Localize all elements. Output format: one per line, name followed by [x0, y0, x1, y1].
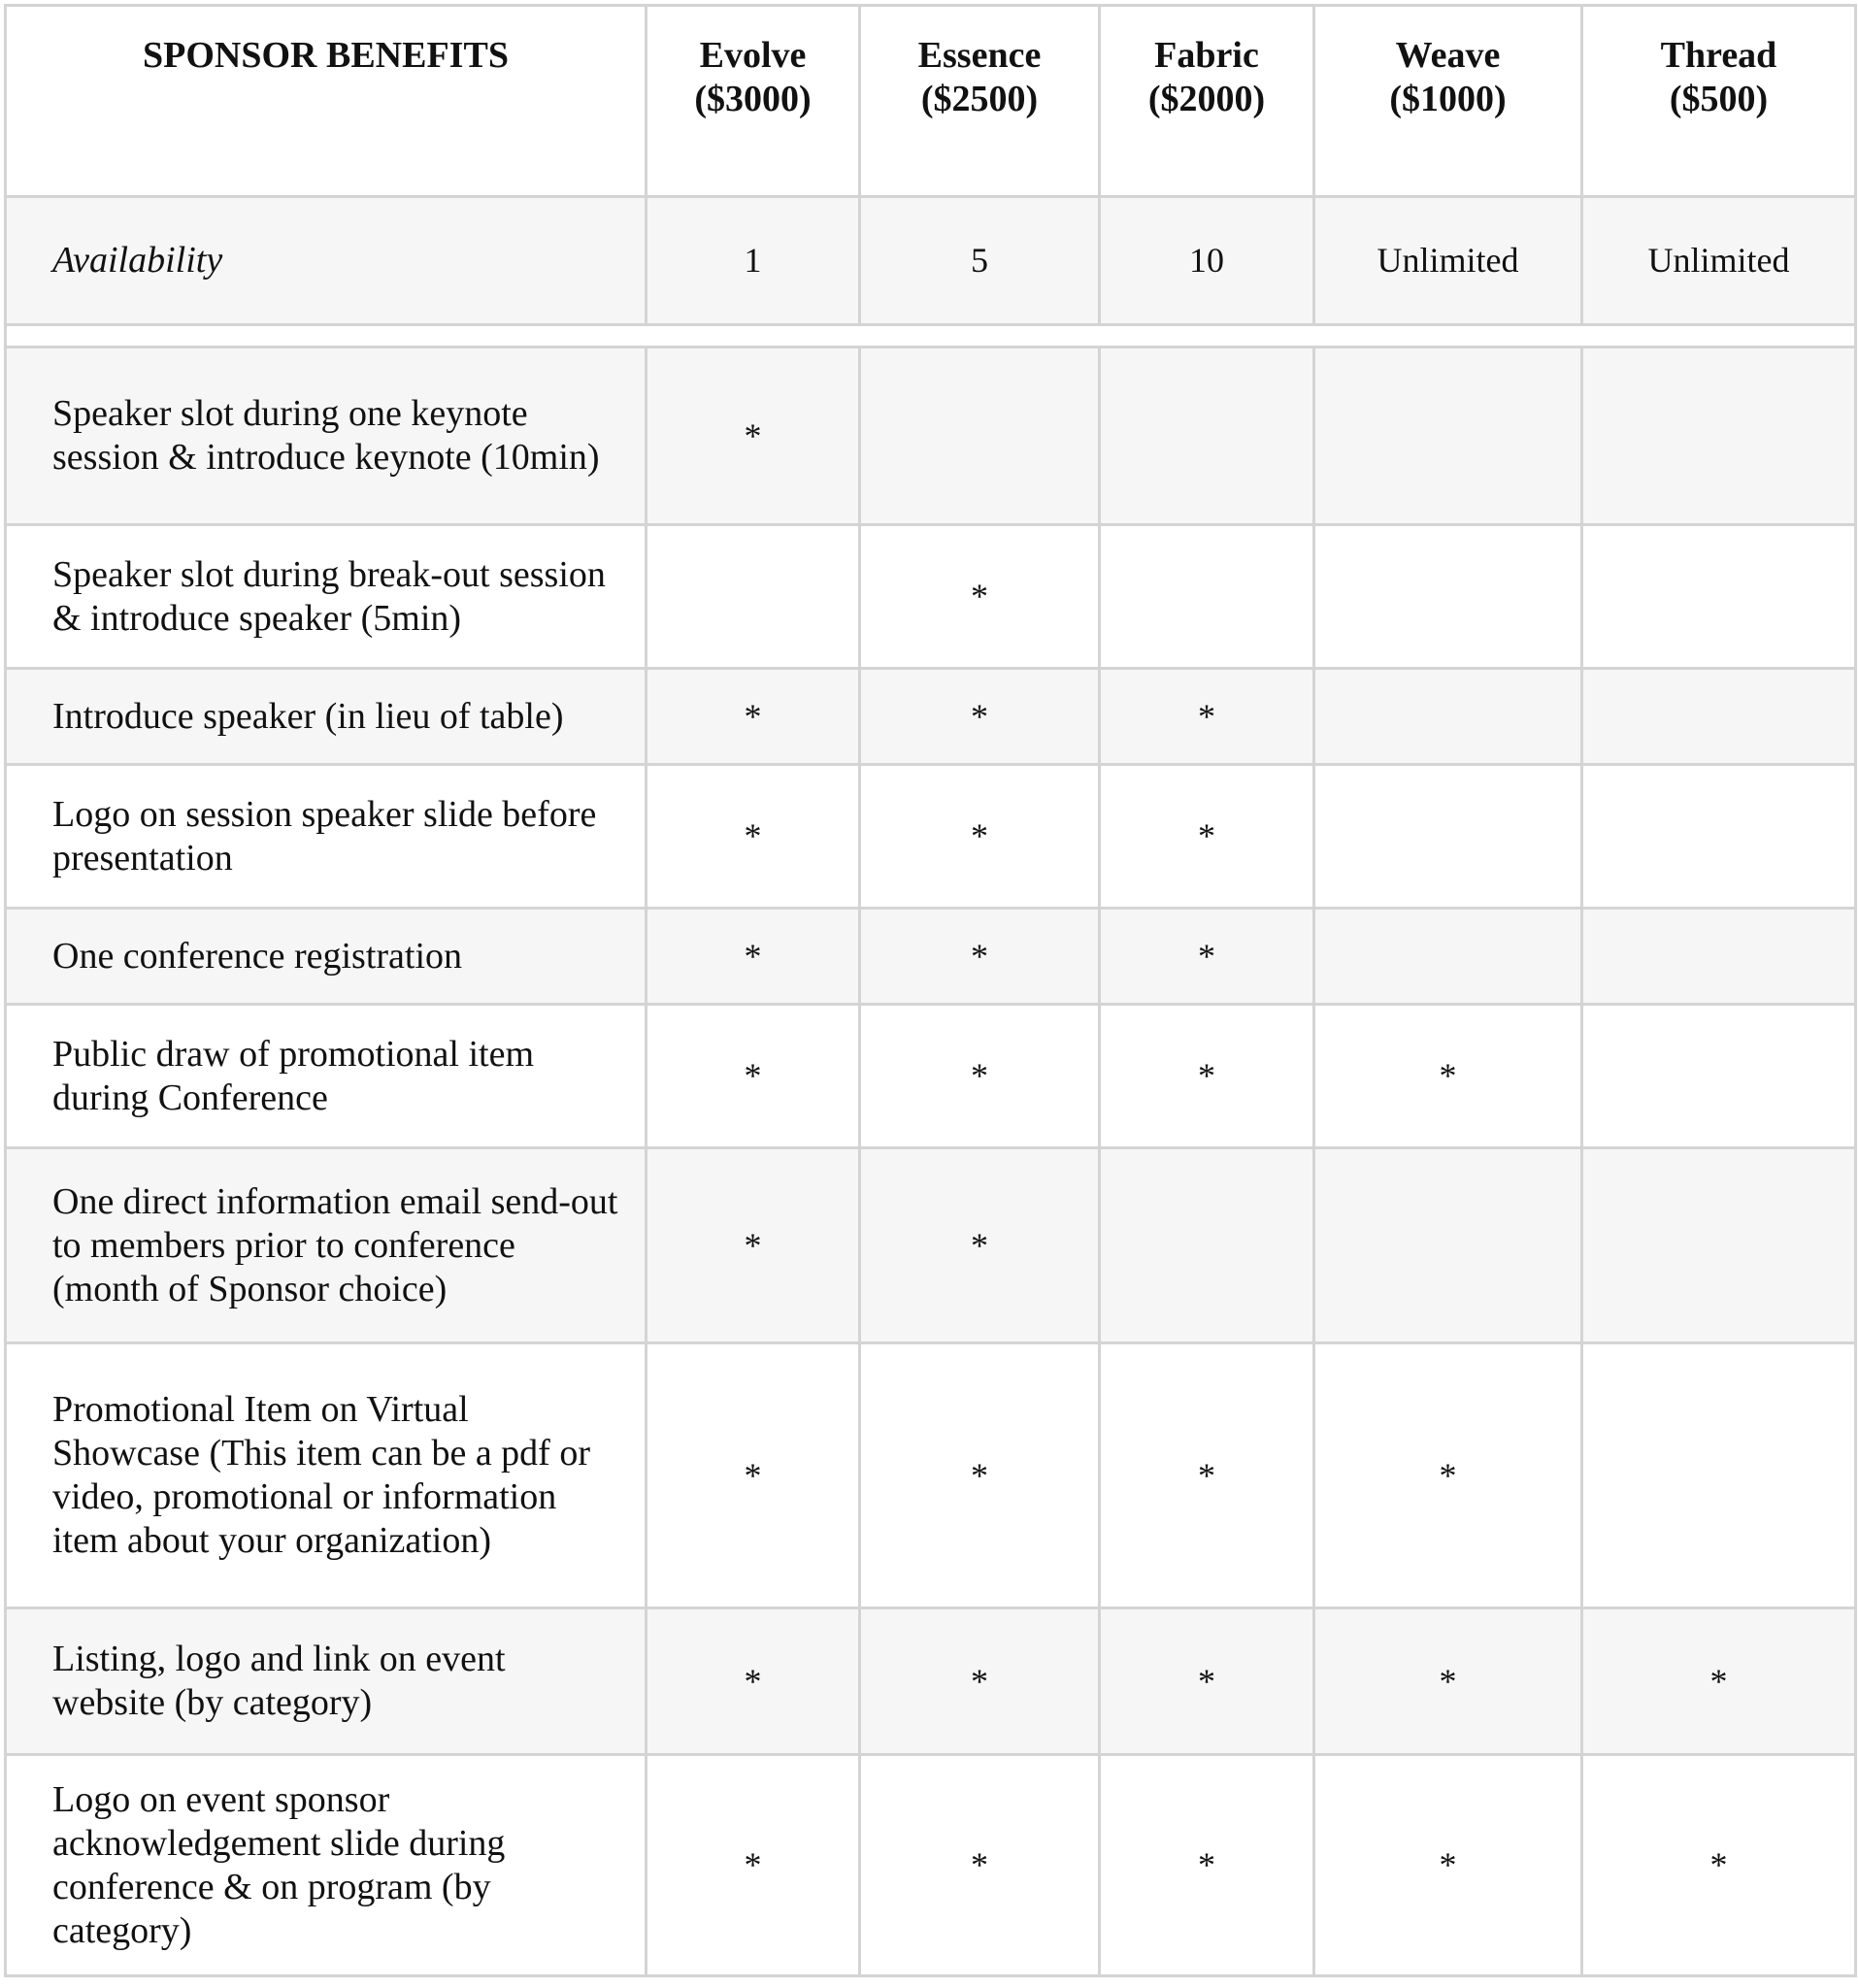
benefit-row — [6, 909, 1856, 1005]
benefit-label: Introduce speaker (in lieu of table) — [6, 669, 647, 765]
benefit-mark: * — [647, 1005, 860, 1148]
benefit-mark: * — [1582, 1608, 1856, 1755]
benefit-mark: * — [1100, 1343, 1314, 1608]
benefit-mark — [1314, 765, 1582, 909]
benefit-row — [6, 1755, 1856, 1976]
benefit-mark — [860, 348, 1100, 525]
benefit-mark: * — [647, 909, 860, 1005]
benefit-mark: * — [1314, 1005, 1582, 1148]
benefit-mark — [1582, 348, 1856, 525]
availability-value: Unlimited — [1582, 197, 1856, 325]
benefit-mark — [1582, 669, 1856, 765]
benefit-mark — [1582, 1343, 1856, 1608]
sponsor-benefits-document — [4, 4, 1854, 1977]
benefit-label: One direct information email send-out to members prior to conference (month of Sponsor choice) — [6, 1148, 647, 1343]
benefit-label: Speaker slot during break-out session & introduce speaker (5min) — [6, 525, 647, 669]
benefit-mark: * — [647, 1608, 860, 1755]
benefit-mark: * — [860, 1148, 1100, 1343]
benefit-mark: * — [647, 669, 860, 765]
section-divider-row — [6, 325, 1856, 348]
benefit-mark — [647, 525, 860, 669]
benefit-row — [6, 765, 1856, 909]
benefit-row — [6, 525, 1856, 669]
benefit-mark: * — [1582, 1755, 1856, 1976]
benefit-label: Logo on event sponsor acknowledgement slide during conference & on program (by category) — [6, 1755, 647, 1976]
availability-value: Unlimited — [1314, 197, 1582, 325]
benefit-label: Promotional Item on Virtual Showcase (This item can be a pdf or video, promotional or information item about your organization) — [6, 1343, 647, 1608]
tier-price: ($2500) — [920, 79, 1039, 119]
benefit-mark: * — [1100, 1755, 1314, 1976]
benefit-mark — [1582, 765, 1856, 909]
benefit-row — [6, 1148, 1856, 1343]
benefit-row — [6, 1343, 1856, 1608]
tier-price: ($2000) — [1147, 79, 1266, 119]
benefit-mark: * — [1314, 1608, 1582, 1755]
tier-name: Essence — [917, 35, 1042, 76]
tier-header-thread — [1582, 6, 1856, 197]
benefit-mark — [1314, 348, 1582, 525]
tier-name: Fabric — [1154, 35, 1259, 76]
benefit-mark: * — [860, 525, 1100, 669]
tier-header-fabric — [1100, 6, 1314, 197]
benefit-label: Speaker slot during one keynote session & introduce keynote (10min) — [6, 348, 647, 525]
benefit-mark — [1314, 669, 1582, 765]
benefit-mark — [1100, 525, 1314, 669]
benefit-row — [6, 669, 1856, 765]
benefit-mark — [1314, 525, 1582, 669]
benefit-mark: * — [647, 1343, 860, 1608]
tier-name: Thread — [1660, 35, 1777, 76]
benefit-row — [6, 348, 1856, 525]
benefit-label: Listing, logo and link on event website (by category) — [6, 1608, 647, 1755]
benefit-mark — [1100, 348, 1314, 525]
benefit-mark: * — [860, 909, 1100, 1005]
benefit-mark: * — [1314, 1755, 1582, 1976]
benefit-mark: * — [860, 1755, 1100, 1976]
benefit-mark — [1582, 909, 1856, 1005]
benefit-mark — [1314, 909, 1582, 1005]
availability-value: 10 — [1100, 197, 1314, 325]
benefit-mark: * — [860, 669, 1100, 765]
tier-price: ($3000) — [694, 79, 812, 119]
benefit-mark: * — [647, 348, 860, 525]
availability-value: 1 — [647, 197, 860, 325]
tier-header-evolve — [647, 6, 860, 197]
benefit-mark: * — [1100, 909, 1314, 1005]
benefit-mark: * — [860, 1005, 1100, 1148]
benefit-mark — [1582, 1005, 1856, 1148]
header-row — [6, 6, 1856, 197]
benefit-mark: * — [1100, 1608, 1314, 1755]
availability-value: 5 — [860, 197, 1100, 325]
benefit-mark — [1314, 1148, 1582, 1343]
section-divider — [6, 325, 1856, 348]
benefit-mark: * — [860, 765, 1100, 909]
benefit-mark: * — [647, 765, 860, 909]
sponsor-benefits-table — [4, 4, 1857, 1977]
benefit-mark: * — [647, 1755, 860, 1976]
tier-price: ($500) — [1669, 79, 1769, 119]
benefit-mark — [1100, 1148, 1314, 1343]
benefit-row — [6, 1608, 1856, 1755]
benefit-mark — [1582, 1148, 1856, 1343]
benefit-mark: * — [1314, 1343, 1582, 1608]
benefits-column-header: SPONSOR BENEFITS — [6, 6, 647, 197]
tier-name: Weave — [1395, 35, 1501, 76]
benefit-mark: * — [1100, 1005, 1314, 1148]
availability-label: Availability — [6, 197, 647, 325]
benefit-row — [6, 1005, 1856, 1148]
benefit-mark: * — [1100, 669, 1314, 765]
benefit-mark: * — [1100, 765, 1314, 909]
benefit-label: Public draw of promotional item during Conference — [6, 1005, 647, 1148]
availability-row — [6, 197, 1856, 325]
tier-header-weave — [1314, 6, 1582, 197]
benefit-mark: * — [860, 1343, 1100, 1608]
benefit-label: Logo on session speaker slide before presentation — [6, 765, 647, 909]
tier-price: ($1000) — [1389, 79, 1507, 119]
tier-name: Evolve — [699, 35, 807, 76]
benefit-label: One conference registration — [6, 909, 647, 1005]
tier-header-essence — [860, 6, 1100, 197]
benefit-mark: * — [860, 1608, 1100, 1755]
benefit-mark — [1582, 525, 1856, 669]
benefit-mark: * — [647, 1148, 860, 1343]
